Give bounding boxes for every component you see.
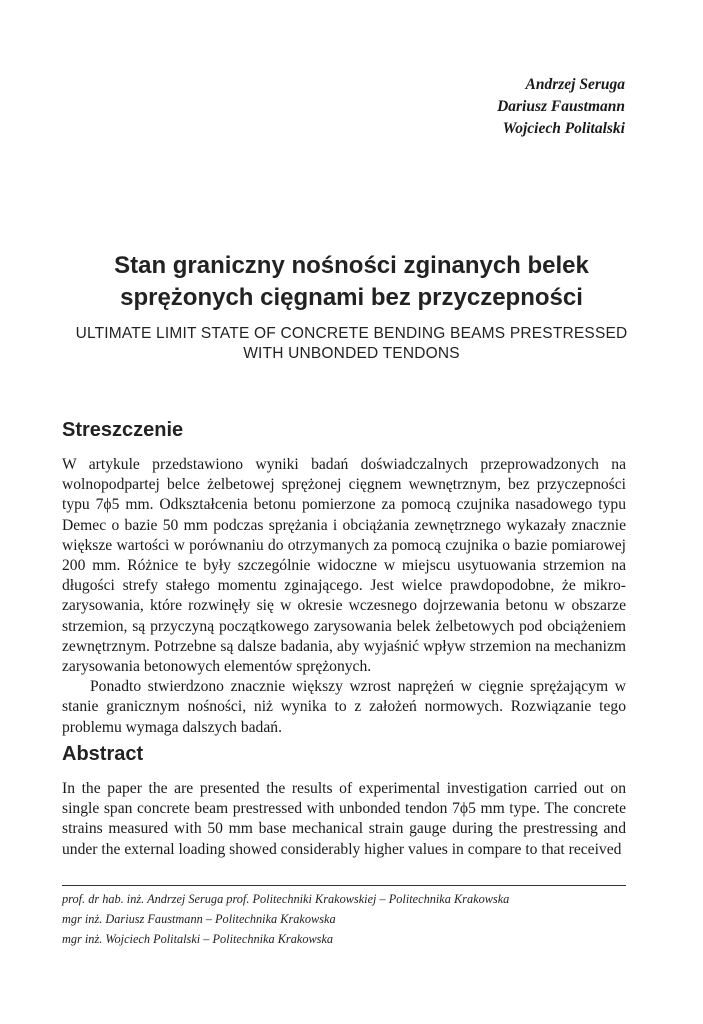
- section-heading-streszczenie: Streszczenie: [62, 419, 184, 441]
- author-name: Wojciech Politalski: [502, 120, 625, 137]
- abstract-english: [62, 779, 626, 860]
- section-heading-abstract: Abstract: [62, 743, 144, 765]
- paper-title-english: [55, 324, 648, 364]
- footnote: mgr inż. Wojciech Politalski – Politechnika Krakowska: [62, 932, 334, 946]
- paragraph: W artykule przedstawiono wyniki badań doświadczalnych przeprowadzonych na wolnopodpartej belce żelbetowej sprężonej cięgnem wewnętrznym, bez przyczepności typu 7ϕ5 mm. Odkształcenia betonu pomierzone za pomocą czujnika nasadowego typu Demec o bazie 50 mm podczas sprężania i obciążania zewnętrznego wykazały znacznie większe wartości w porównaniu do otrzymanych za pomocą czujnika o bazie pomiarowej 200 mm. Różnice te były szczególnie widoczne w miejscu usytuowania strzemion na długości strefy stałego momentu zginającego. Jest wielce prawdopodobne, że mikro-zarysowania, które rozwinęły się w okresie wczesnego dojrzewania betonu w obszarze strzemion, są przyczyną początkowego zarysowania belek żelbetowych pod obciążeniem zewnętrznym. Potrzebne są dalsze badania, aby wyjaśnić wpływ strzemion na mechanizm zarysowania betonowych elementów sprężonych.: [62, 456, 626, 676]
- abstract-polish: [62, 455, 626, 738]
- author-list: [497, 74, 625, 140]
- footnote: mgr inż. Dariusz Faustmann – Politechnika Krakowska: [62, 912, 336, 926]
- paper-title-polish: [60, 250, 643, 314]
- footnotes: [62, 889, 642, 949]
- title-line: Stan graniczny nośności zginanych belek: [114, 252, 589, 279]
- title-line: sprężonych cięgnami bez przyczepności: [120, 284, 583, 311]
- paragraph: In the paper the are presented the results of experimental investigation carried out on single span concrete beam prestressed with unbonded tendon 7ϕ5 mm type. The concrete strains measured with 50 mm base mechanical strain gauge during the prestressing and under the external loading showed considerably higher values in compare to that received: [62, 780, 626, 858]
- paragraph: Ponadto stwierdzono znacznie większy wzrost naprężeń w cięgnie sprężającym w stanie granicznym nośności, niż wynika to z założeń normowych. Rozwiązanie tego problemu wymaga dalszych badań.: [62, 678, 626, 736]
- footnote: prof. dr hab. inż. Andrzej Seruga prof. Politechniki Krakowskiej – Politechnika Krakowska: [62, 892, 510, 906]
- title-line: ULTIMATE LIMIT STATE OF CONCRETE BENDING BEAMS PRESTRESSED: [75, 325, 628, 342]
- footnote-divider: [62, 885, 626, 886]
- author-name: Andrzej Seruga: [525, 76, 625, 93]
- author-name: Dariusz Faustmann: [497, 98, 625, 115]
- title-line: WITH UNBONDED TENDONS: [243, 345, 460, 362]
